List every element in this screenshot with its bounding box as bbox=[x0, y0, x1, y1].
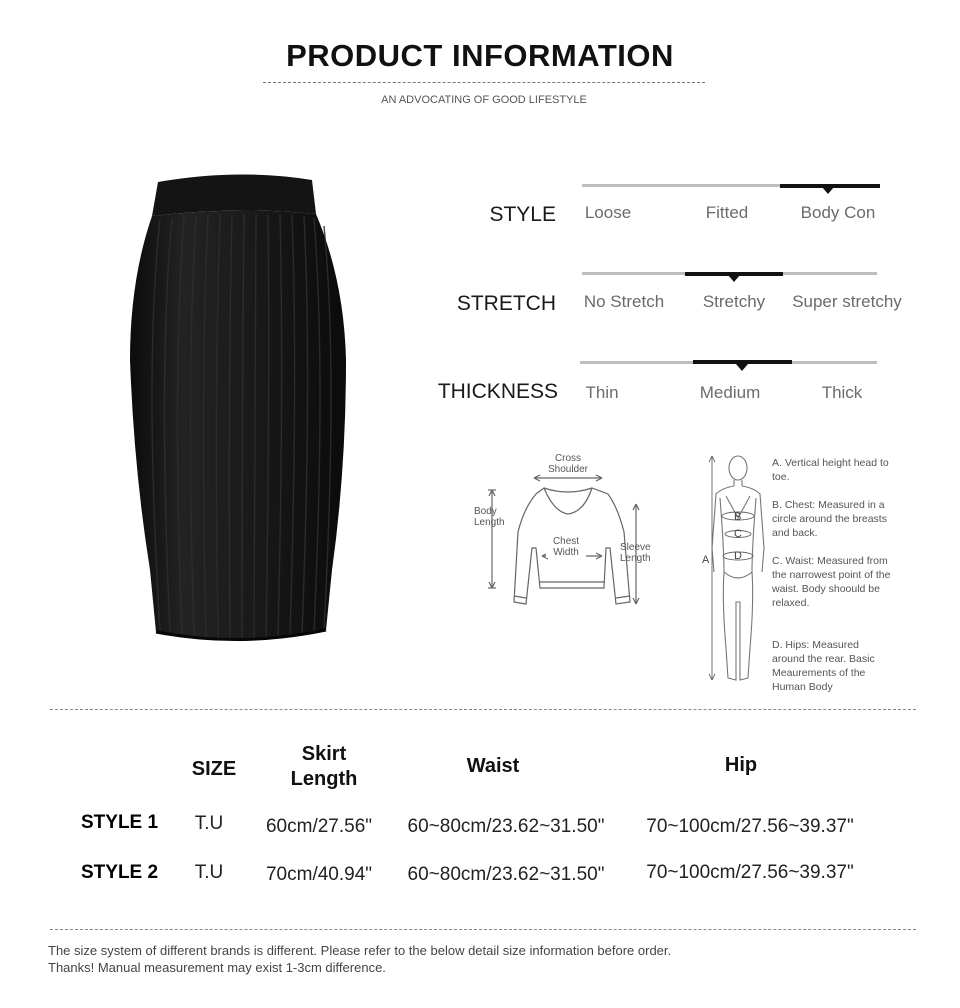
measure-note-d: D. Hips: Measured around the rear. Basic Meaurements of the Human Body bbox=[772, 639, 875, 693]
page-subtitle: AN ADVOCATING OF GOOD LIFESTYLE bbox=[381, 94, 587, 106]
body-letter-d: D bbox=[734, 550, 742, 562]
table-cell-waist: 60~80cm/23.62~31.50" bbox=[407, 864, 605, 885]
style-label: STYLE bbox=[489, 203, 556, 226]
size-disclaimer: The size system of different brands is different. Please refer to the below detail size information before order. bbox=[48, 943, 672, 958]
table-cell-skirt-length: 70cm/40.94" bbox=[265, 864, 373, 885]
stretch-label: STRETCH bbox=[456, 292, 556, 315]
style-option-loose: Loose bbox=[584, 203, 632, 222]
thickness-option-thick: Thick bbox=[821, 383, 863, 402]
human-body-diagram bbox=[698, 452, 770, 688]
skirt-product-image bbox=[120, 170, 360, 650]
measure-note-c: C. Waist: Measured from the narrowest point of the waist. Body shoould be relaxed. bbox=[772, 555, 891, 609]
waist-column-header: Waist bbox=[466, 755, 520, 777]
stretch-option-no-stretch: No Stretch bbox=[583, 292, 665, 311]
measure-note-b: B. Chest: Measured in a circle around the breasts and back. bbox=[772, 499, 887, 539]
stretch-option-super-stretchy: Super stretchy bbox=[792, 292, 902, 311]
row-label-style-2: STYLE 2 bbox=[81, 862, 159, 883]
thickness-option-medium: Medium bbox=[699, 383, 761, 402]
hip-column-header: Hip bbox=[724, 754, 758, 776]
body-letter-a: A bbox=[702, 554, 710, 566]
title-divider bbox=[263, 82, 705, 83]
stretch-option-stretchy: Stretchy bbox=[702, 292, 766, 311]
sleeve-length-label: Sleeve Length bbox=[620, 542, 651, 564]
body-letter-c: C bbox=[734, 528, 742, 540]
thickness-label: THICKNESS bbox=[437, 380, 558, 403]
style-option-fitted: Fitted bbox=[705, 203, 749, 222]
stretch-pointer-icon bbox=[728, 275, 740, 282]
sweater-measure-diagram bbox=[484, 452, 666, 614]
style-option-body-con: Body Con bbox=[800, 203, 876, 222]
thickness-option-thin: Thin bbox=[585, 383, 619, 402]
measure-note-a: A. Vertical height head to toe. bbox=[772, 457, 889, 483]
table-cell-skirt-length: 60cm/27.56" bbox=[265, 816, 373, 837]
section-divider bbox=[50, 709, 916, 710]
thickness-pointer-icon bbox=[736, 364, 748, 371]
table-cell-hip: 70~100cm/27.56~39.37" bbox=[646, 862, 854, 883]
table-cell-hip: 70~100cm/27.56~39.37" bbox=[646, 816, 854, 837]
table-cell-size: T.U bbox=[194, 813, 224, 834]
style-pointer-icon bbox=[822, 187, 834, 194]
row-label-style-1: STYLE 1 bbox=[81, 812, 159, 833]
table-cell-size: T.U bbox=[194, 862, 224, 883]
measurement-note: Thanks! Manual measurement may exist 1-3cm difference. bbox=[48, 960, 386, 975]
table-cell-waist: 60~80cm/23.62~31.50" bbox=[407, 816, 605, 837]
page-title: PRODUCT INFORMATION bbox=[286, 38, 674, 73]
cross-shoulder-label: Cross Shoulder bbox=[547, 453, 589, 475]
skirt-length-column-header: Skirt Length bbox=[290, 743, 358, 790]
body-letter-b: B bbox=[734, 511, 742, 523]
footer-divider bbox=[50, 929, 916, 930]
body-length-label: Body Length bbox=[474, 506, 505, 528]
chest-width-label: Chest Width bbox=[546, 536, 586, 558]
size-column-header: SIZE bbox=[191, 758, 237, 780]
